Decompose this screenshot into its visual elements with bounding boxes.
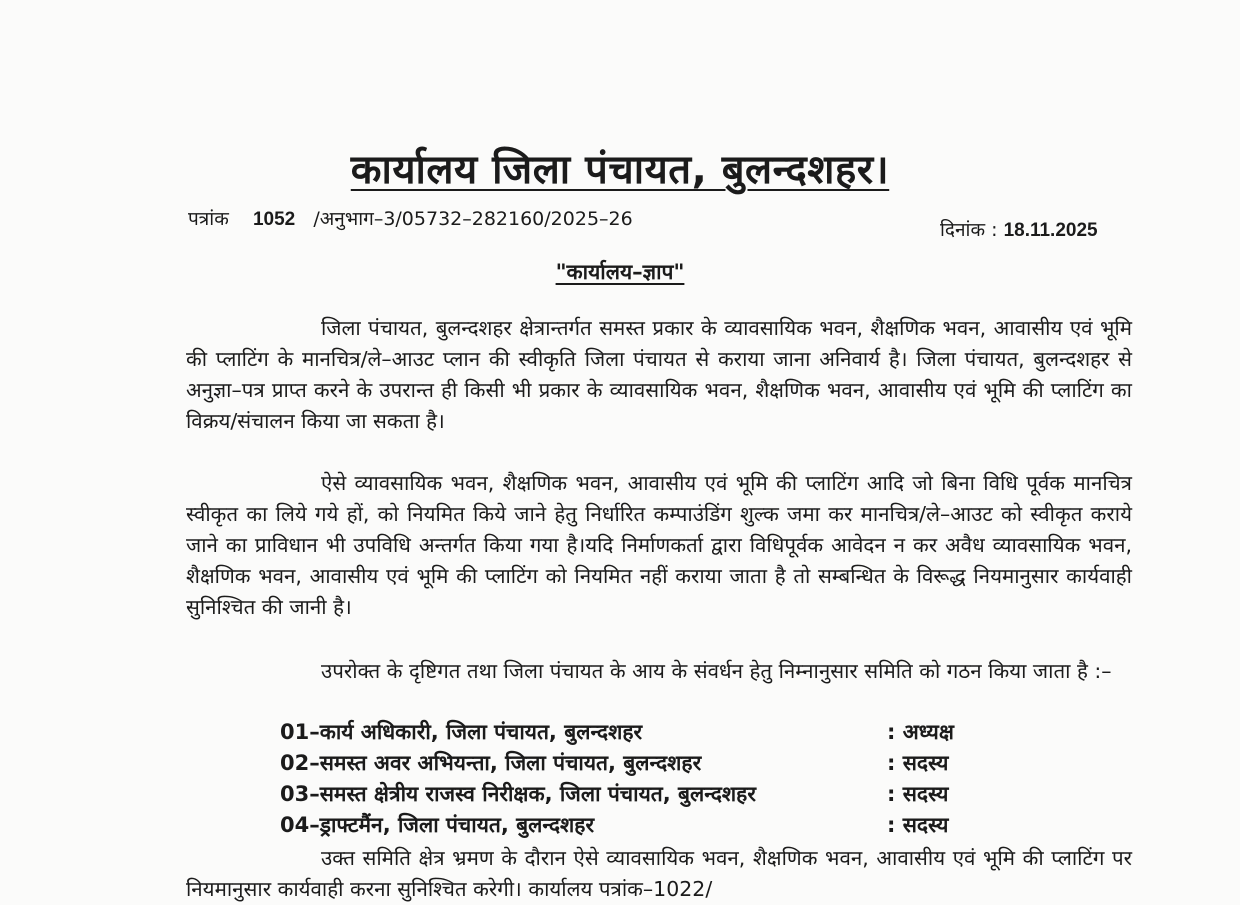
memo-subject <box>0 258 1240 286</box>
date-line <box>940 216 1098 242</box>
reference-path: /अनुभाग–3/05732–282160/2025–26 <box>313 208 633 230</box>
member-role: : अध्यक्ष <box>887 720 954 744</box>
paragraph-4: उक्त समिति क्षेत्र भ्रमण के दौरान ऐसे व्यावसायिक भवन, शैक्षणिक भवन, आवासीय एवं भूमि की प्लाटिंग पर नियमानुसार कार्यवाही करना सुनिश्चित करेगी। कार्यालय पत्रांक–1022/ <box>186 846 1132 901</box>
committee-member <box>280 780 980 811</box>
member-designation: 03–समस्त क्षेत्रीय राजस्व निरीक्षक, जिला पंचायत, बुलन्दशहर <box>280 782 756 806</box>
committee-member <box>280 749 980 780</box>
member-designation: 01–कार्य अधिकारी, जिला पंचायत, बुलन्दशहर <box>280 720 643 744</box>
member-role: : सदस्य <box>887 782 949 806</box>
committee-member-list <box>280 718 980 842</box>
office-title-text: कार्यालय जिला पंचायत, बुलन्दशहर। <box>350 147 890 193</box>
member-designation: 02–समस्त अवर अभियन्ता, जिला पंचायत, बुलन्दशहर <box>280 751 702 775</box>
date-value: 18.11.2025 <box>1003 220 1098 241</box>
paragraph-1: जिला पंचायत, बुलन्दशहर क्षेत्रान्तर्गत समस्त प्रकार के व्यावसायिक भवन, शैक्षणिक भवन, आवासीय एवं भूमि की प्लाटिंग के मानचित्र/ले–आउट प्लान की स्वीकृति जिला पंचायत से कराया जाना अनिवार्य है। जिला पंचायत, बुलन्दशहर से अनुज्ञा–पत्र प्राप्त करने के उपरान्त ही किसी भी प्रकार के व्यावसायिक भवन, शैक्षणिक भवन, आवासीय एवं भूमि की प्लाटिंग का विक्रय/संचालन किया जा सकता है। <box>186 316 1132 433</box>
memo-subject-text: "कार्यालय–ज्ञाप" <box>555 260 685 284</box>
reference-line <box>188 205 633 231</box>
paragraph-3: उपरोक्त के दृष्टिगत तथा जिला पंचायत के आय के संवर्धन हेतु निम्नानुसार समिति को गठन किया जाता है :– <box>321 659 1112 683</box>
committee-member <box>280 811 980 842</box>
office-title <box>0 140 1240 195</box>
date-label: दिनांक : <box>940 219 998 241</box>
member-role: : सदस्य <box>887 751 949 775</box>
paragraph-2: ऐसे व्यावसायिक भवन, शैक्षणिक भवन, आवासीय एवं भूमि की प्लाटिंग आदि जो बिना विधि पूर्वक मानचित्र स्वीकृत का लिये गये हों, को नियमित किये जाने हेतु निर्धारित कम्पाउंडिंग शुल्क जमा कर मानचित्र/ले–आउट को स्वीकृत कराये जाने का प्राविधान भी उपविधि अन्तर्गत किया गया है।यदि निर्माणकर्ता द्वारा विधिपूर्वक आवेदन न कर अवैध व्यावसायिक भवन, शैक्षणिक भवन, आवासीय एवं भूमि की प्लाटिंग को नियमित नहीं कराया जाता है तो सम्बन्धित के विरूद्ध नियमानुसार कार्यवाही सुनिश्चित की जानी है। <box>186 471 1132 619</box>
committee-member <box>280 718 980 749</box>
reference-label: पत्रांक <box>188 208 229 230</box>
member-designation: 04–ड्राफ्टमैंन, जिला पंचायत, बुलन्दशहर <box>280 813 595 837</box>
reference-number: 1052 <box>252 209 296 230</box>
member-role: : सदस्य <box>887 813 949 837</box>
